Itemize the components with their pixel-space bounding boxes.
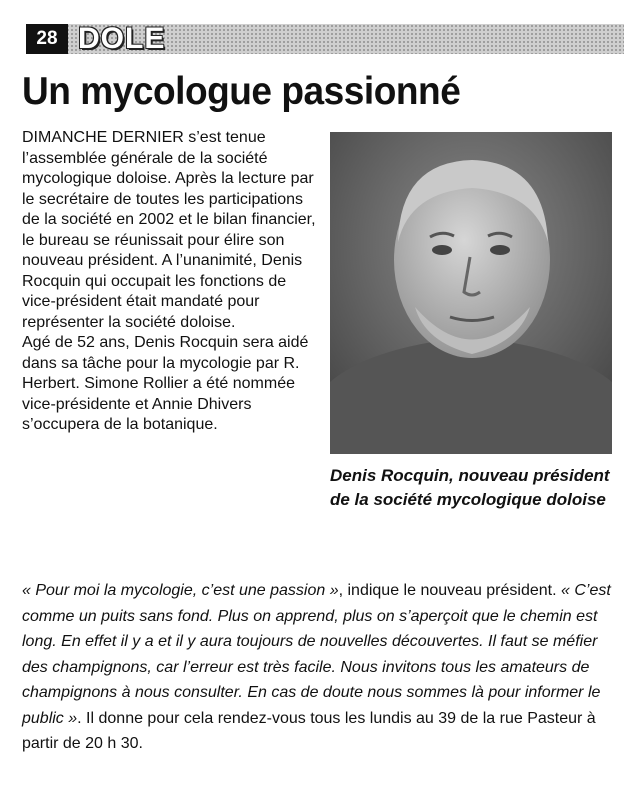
quote-attribution: , indique le nouveau président. <box>338 582 561 599</box>
section-header-bar <box>26 24 624 54</box>
quote-paragraph <box>22 578 622 757</box>
portrait-illustration <box>330 132 612 454</box>
page-number: 28 <box>26 24 68 54</box>
closing-sentence: . Il donne pour cela rendez-vous tous les lundis au 39 de la rue Pasteur à partir de 20 h 30. <box>22 709 596 752</box>
paragraph-3 <box>22 578 622 757</box>
paragraph-2: Agé de 52 ans, Denis Rocquin sera aidé dans sa tâche pour la mycologie par R. Herbert. Simone Rollier a été nommée vice-présidente et Annie Dhivers s’occupera de la botanique. <box>22 334 309 433</box>
article-column <box>22 128 322 436</box>
quote-1: « Pour moi la mycologie, c’est une passion » <box>22 582 339 599</box>
section-title: DOLE <box>78 22 166 55</box>
article-headline: Un mycologue passionné <box>22 70 461 113</box>
photo-caption: Denis Rocquin, nouveau président de la société mycologique doloise <box>330 466 610 509</box>
portrait-photo <box>330 132 612 454</box>
quote-2: « C’est comme un puits sans fond. Plus on apprend, plus on s’aperçoit que le chemin est long. En effet il y a et il y aura toujours de nouvelles découvertes. Il faut se méfier des champignons, car l’erreur est très facile. Nous invitons tous les amateurs de champignons à nous consulter. En cas de doute nous sommes là pour informer le public » <box>22 582 611 727</box>
paragraph-1: DIMANCHE DERNIER s’est tenue l’assemblée générale de la société mycologique doloise. Après la lecture par le secrétaire de toutes les participations de la société en 2002 et le bilan financier, le bureau se réunissait pour élire son nouveau président. A l’unanimité, Denis Rocquin qui occupait les fonctions de vice-président était mandaté pour représenter la société doloise. <box>22 129 316 331</box>
